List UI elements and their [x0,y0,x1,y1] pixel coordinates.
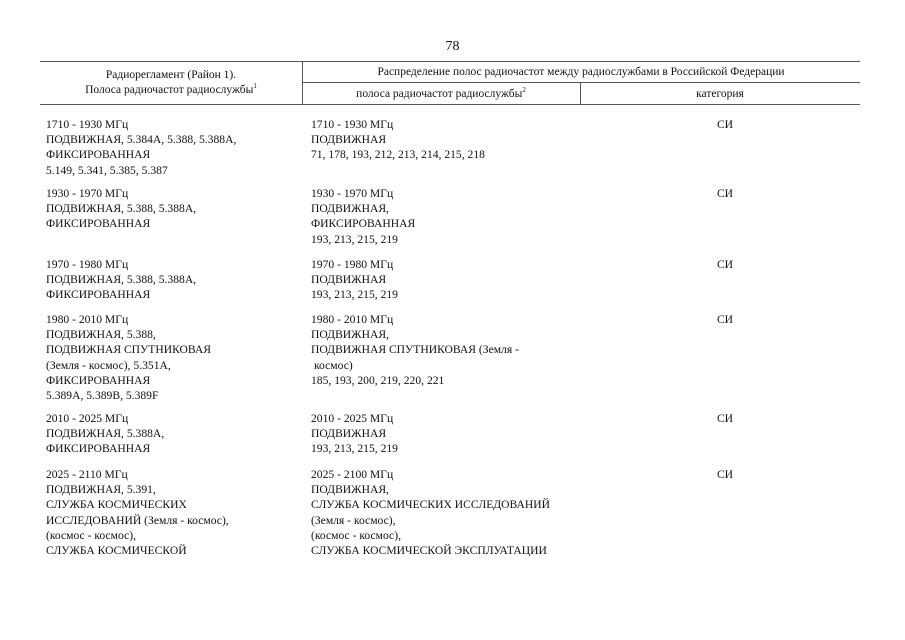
table-top-rule [40,61,860,62]
rf-allocation-cell [311,117,586,163]
cell-line: 1980 - 2010 МГц [46,313,129,326]
header-col1-line1: Радиорегламент (Район 1). [105,69,237,81]
rf-allocation-cell [311,467,586,558]
cell-line: ПОДВИЖНАЯ, 5.388, 5.388А, [46,273,197,287]
cell-line: ПОДВИЖНАЯ [311,133,387,147]
cell-line: ПОДВИЖНАЯ, 5.388, 5.388А, [46,202,197,216]
region1-allocation-cell [46,186,301,232]
rf-allocation-cell [311,186,586,247]
category-cell: СИ [716,258,734,271]
header-bottom-rule [40,104,860,105]
cell-line: (космос - космос), [311,528,401,542]
header-col1-title [40,68,302,98]
cell-line: ПОДВИЖНАЯ, [311,202,389,216]
cell-line: 1710 - 1930 МГц [46,118,129,131]
cell-line: (космос - космос), [46,528,136,542]
region1-allocation-cell [46,467,301,558]
cell-line: 185, 193, 200, 219, 220, 221 [311,373,445,387]
header-group-title: Распределение полос радиочастот между радиослужбами в Российской Федерации [377,66,785,78]
cell-line: 1930 - 1970 МГц [46,187,129,200]
cell-line: 1970 - 1980 МГц [311,258,394,271]
rf-allocation-cell [311,257,586,303]
header-col2-footnote: 2 [522,86,526,95]
header-col1-line2: Полоса радиочастот радиослужбы [85,84,254,96]
header-col2-title [302,87,580,102]
cell-line: ИССЛЕДОВАНИЙ (Земля - космос), [46,513,229,527]
cell-line: 2010 - 2025 МГц [311,412,394,425]
cell-line: ПОДВИЖНАЯ СПУТНИКОВАЯ (Земля - [311,343,519,357]
header-col1-line2-wrap [40,83,302,98]
region1-allocation-cell [46,257,301,303]
category-cell: СИ [716,468,734,481]
cell-line: СЛУЖБА КОСМИЧЕСКИХ ИССЛЕДОВАНИЙ [311,498,551,512]
header-col3-title: категория [696,88,744,100]
cell-line: (Земля - космос), 5.351А, [46,358,171,372]
cell-line: ПОДВИЖНАЯ, 5.384А, 5.388, 5.388А, [46,133,237,147]
cell-line: СЛУЖБА КОСМИЧЕСКИХ [46,498,187,512]
region1-allocation-cell [46,411,301,457]
cell-line: ФИКСИРОВАННАЯ [311,217,416,231]
cell-line: (Земля - космос), [311,513,396,527]
cell-line: ПОДВИЖНАЯ, 5.391, [46,483,156,497]
cell-line: СЛУЖБА КОСМИЧЕСКОЙ ЭКСПЛУАТАЦИИ [311,544,547,558]
cell-line: ФИКСИРОВАННАЯ [46,288,151,302]
cell-line: ФИКСИРОВАННАЯ [46,217,151,231]
cell-line: ПОДВИЖНАЯ [311,427,387,441]
region1-allocation-cell [46,117,301,178]
cell-line: ФИКСИРОВАННАЯ [46,442,151,456]
cell-line: 2025 - 2100 МГц [311,468,394,481]
category-cell: СИ [716,313,734,326]
cell-line: ФИКСИРОВАННАЯ [46,373,151,387]
cell-line: 193, 213, 215, 219 [311,232,398,246]
header-group-rule [302,82,860,83]
cell-line: космос) [314,358,353,372]
cell-line: ПОДВИЖНАЯ [311,273,387,287]
cell-line: ПОДВИЖНАЯ, 5.388, [46,328,156,342]
rf-allocation-cell [311,312,586,388]
cell-line: 2025 - 2110 МГц [46,468,128,481]
cell-line: 5.389А, 5.389В, 5.389F [46,389,159,403]
category-cell: СИ [716,187,734,200]
header-col1-footnote: 1 [253,82,257,91]
cell-line: 1710 - 1930 МГц [311,118,394,131]
cell-line: ПОДВИЖНАЯ, [311,328,389,342]
cell-line: ПОДВИЖНАЯ СПУТНИКОВАЯ [46,343,212,357]
cell-line: 1930 - 1970 МГц [311,187,394,200]
cell-line: 2010 - 2025 МГц [46,412,129,425]
cell-line: 71, 178, 193, 212, 213, 214, 215, 218 [311,148,485,162]
cell-line: 5.149, 5.341, 5.385, 5.387 [46,163,168,177]
region1-allocation-cell [46,312,301,403]
cell-line: 1970 - 1980 МГц [46,258,129,271]
header-col2-label: полоса радиочастот радиослужбы [356,88,523,100]
cell-line: ПОДВИЖНАЯ, [311,483,389,497]
cell-line: ФИКСИРОВАННАЯ [46,148,151,162]
cell-line: 193, 213, 215, 219 [311,288,398,302]
cell-line: СЛУЖБА КОСМИЧЕСКОЙ [46,544,187,558]
cell-line: 193, 213, 215, 219 [311,442,398,456]
rf-allocation-cell [311,411,586,457]
category-cell: СИ [716,118,734,131]
category-cell: СИ [716,412,734,425]
cell-line: 1980 - 2010 МГц [311,313,394,326]
page-number: 78 [445,39,460,54]
cell-line: ПОДВИЖНАЯ, 5.388А, [46,427,165,441]
